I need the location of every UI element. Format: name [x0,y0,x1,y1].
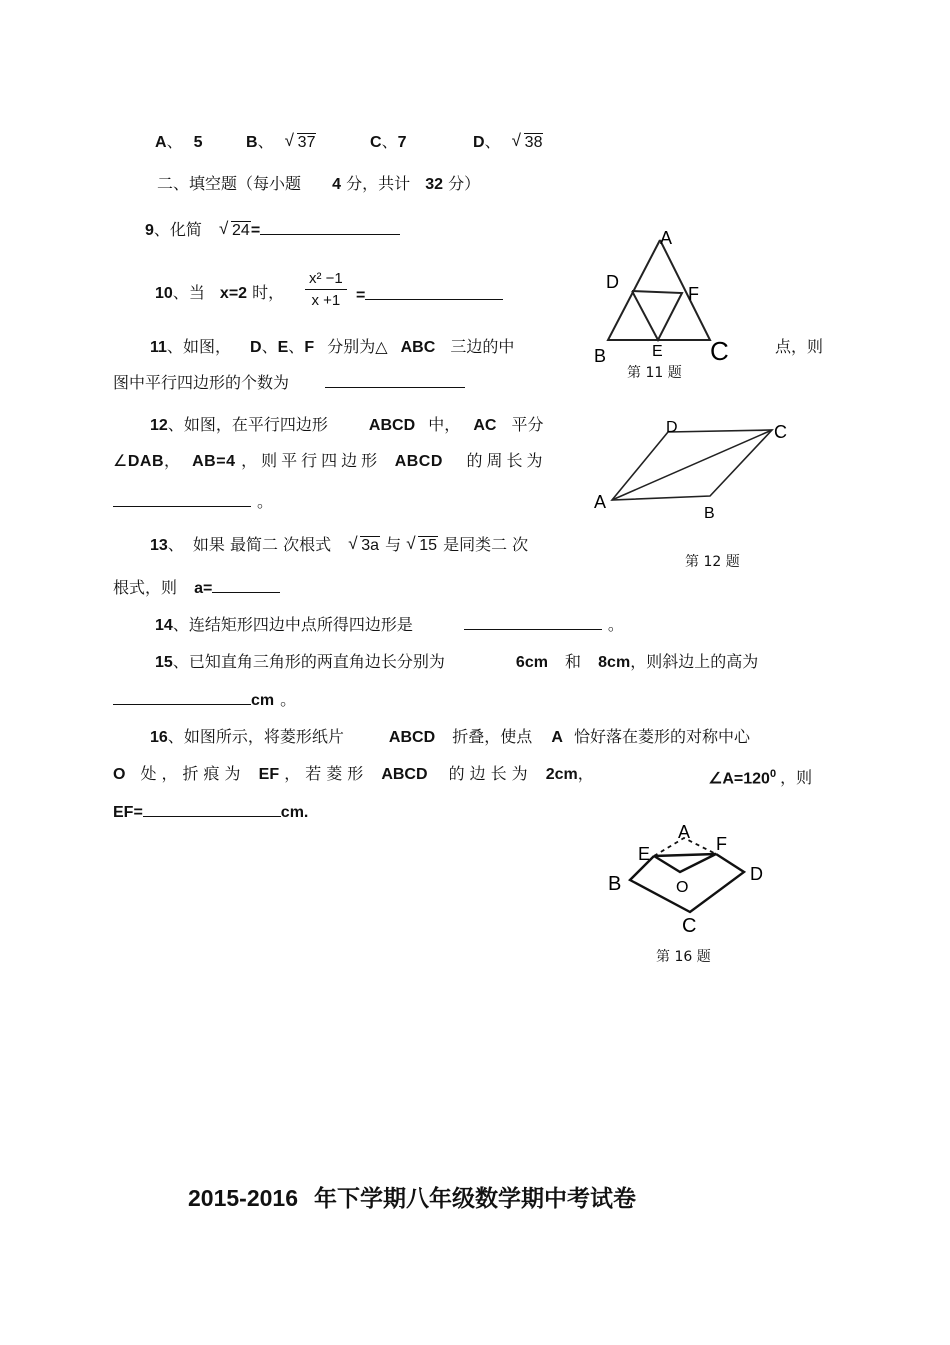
point-f: F [304,339,315,356]
exam-title [188,1180,636,1213]
dab: DAB [127,453,165,470]
label-b: B [594,346,607,366]
title-text: 年下学期八年级数学期中考试卷 [314,1186,637,1212]
sep: 、 [166,337,183,356]
radicand: 24 [232,222,250,239]
label-a: A [678,822,691,842]
q-text: 连结矩形四边中点所得四边形是 [188,615,413,634]
q8-option-b [246,132,316,153]
q-num: 13 [150,537,168,554]
label-e: E [638,844,651,864]
figure-12-lines [612,430,772,500]
q-text: ， [577,764,594,783]
q-text: 如图， [182,337,231,356]
q8-options [155,132,203,153]
title-years: 2015-2016 [188,1185,298,1211]
q13-line2 [113,578,280,599]
q8-option-c [370,132,406,153]
label-o: O [676,879,689,896]
q-text: 的边长为 [448,764,533,783]
question-11 [150,337,514,358]
radicand: 38 [524,134,543,151]
crease-line [654,854,716,856]
triangle-abc: ABC [400,339,436,356]
sep: 、 [172,615,189,634]
q-num: 15 [155,654,173,671]
denominator: x +1 [311,292,341,309]
leg-1: 6cm [515,654,548,671]
q-text: 如图所示，将菱形纸片 [183,727,344,746]
answer-blank[interactable] [212,578,280,593]
q-text: 如图，在平行四边形 [183,415,328,434]
comma: ， [164,451,181,470]
sep: 、 [166,132,183,151]
per-item-score: 4 [332,176,342,193]
q16-line3 [113,802,308,823]
q12-line2 [113,451,547,472]
question-13 [150,535,528,556]
q-text: ，若菱形 [284,764,369,783]
diagonal-ac [612,430,772,500]
option-b-label: B [246,134,258,151]
option-d-label: D [473,134,485,151]
abcd: ABCD [368,417,416,434]
sqrt-37: √ 37 [284,131,316,151]
sep: 、 [167,535,184,554]
answer-blank[interactable] [464,615,602,630]
option-c-label: C [370,134,382,151]
end-mark: 。 [257,492,274,511]
sep: 、 [381,132,398,151]
point-o: O [113,766,126,783]
q15-line2 [113,690,296,711]
section2-heading [157,174,480,195]
sqrt-38: √ 38 [511,131,543,151]
option-c-value: 7 [397,134,407,151]
angle-a: ∠A=120 [708,770,770,788]
answer-blank[interactable] [365,285,503,300]
option-a-label: A [155,134,167,151]
q10-answer [356,285,503,306]
q-text: 已知直角三角形的两直角边长分别为 [188,652,445,671]
figure-12 [588,410,818,530]
answer-blank[interactable] [325,373,465,388]
label-f: F [716,834,727,854]
q-text: 与 [385,535,402,554]
q-num: 10 [155,285,173,302]
degree: 0 [769,768,777,780]
question-15 [155,652,758,673]
unit: cm. [280,804,309,821]
q-text: 中， [428,415,461,434]
q-text: 是同类二 次 [443,535,529,554]
ac: AC [473,417,497,434]
sqrt-15: √ 15 [406,534,437,554]
label-b: B [704,505,715,522]
caption-12: 第 12 题 [685,554,740,570]
figure-11 [590,228,750,368]
label-d: D [666,419,678,436]
q16-line2 [113,764,594,785]
sep: 、 [167,415,184,434]
label-e: E [652,343,663,360]
point-e: E [277,339,289,356]
ef-equals: EF= [113,804,143,821]
question-10 [155,283,284,304]
abcd: ABCD [394,453,443,470]
abcd: ABCD [388,729,436,746]
option-a-value: 5 [193,134,203,151]
label-f: F [688,284,699,304]
q11-line2 [113,373,465,393]
sep: 、 [167,727,184,746]
q-text: ，则斜边上的高为 [630,652,759,671]
q-text: 化简 [169,220,202,239]
fraction [305,270,347,309]
label-a: A [660,228,673,248]
midpoint-triangle [632,291,682,340]
condition: x=2 [219,285,248,302]
sqrt-3a: √ 3a [348,534,379,554]
q-text: 平分 [511,415,544,434]
abcd: ABCD [381,766,428,783]
crease-ef: EF [258,766,280,783]
sep: 、 [288,337,305,356]
sep: 、 [172,652,189,671]
radicand: 37 [297,134,316,151]
caption-11: 第 11 题 [627,365,682,381]
q-text: 处，折痕为 [140,764,246,783]
q-text: 时， [252,283,285,302]
q-text: 的周长为 [466,451,547,470]
answer-blank[interactable] [113,690,251,705]
q-num: 14 [155,617,173,634]
q-text: 折叠，使点 [452,727,533,746]
label-c: C [710,336,729,366]
q-num: 11 [150,339,167,356]
q-text: 当 [188,283,205,302]
heading-pre: 二、填空题（每小题 [157,174,302,193]
equals: = [356,287,366,304]
end-mark: 。 [280,690,297,709]
sqrt-24: √ 24 [219,219,250,239]
q12-line3 [113,492,273,512]
label-c: C [682,915,697,937]
figure-16 [600,820,800,940]
answer-blank[interactable] [143,802,281,817]
q-text: 图中平行四边形的个数为 [113,373,290,392]
q16-angle [708,764,812,789]
heading-mid: 分，共计 [346,174,411,193]
leg-2: 8cm [598,654,631,671]
end-mark: 。 [607,615,624,634]
unit: cm [251,692,275,709]
radicand: 3a [361,537,379,554]
point-d: D [250,339,262,356]
sep: 、 [257,132,274,151]
answer-blank[interactable] [113,492,251,507]
question-14 [155,615,624,636]
numerator: x² −1 [305,270,347,290]
q8-option-d [473,132,543,153]
ab-length: AB=4 [192,453,236,470]
label-d: D [606,272,619,292]
q-text: 三边的中 [450,337,515,356]
side-length: 2cm [545,766,578,783]
label-c: C [774,422,787,442]
q-text: 和 [565,652,582,671]
q11-tail: 点，则 [775,337,824,356]
total-score: 32 [425,176,444,193]
question-12 [150,415,544,436]
q-num: 9 [145,222,154,239]
heading-post: 分） [448,174,481,193]
label-d: D [750,864,763,884]
q-text: 如果 最简二 次根式 [192,535,332,554]
q-text: ，则 [780,768,813,788]
answer-blank[interactable] [260,220,400,235]
label-b: B [608,873,622,895]
angle-sign: ∠ [113,451,128,470]
a-equals: a= [194,580,213,597]
q-text: 分别为△ [327,337,388,356]
sep: 、 [172,283,189,302]
q-num: 12 [150,417,168,434]
radicand: 15 [419,537,437,554]
q-text: ，则平行四边形 [241,451,382,470]
label-a: A [594,492,607,512]
sep: 、 [261,337,278,356]
point-a: A [551,729,563,746]
question-16 [150,727,750,748]
q-text: 根式，则 [113,578,178,597]
equals: = [250,222,261,239]
sep: 、 [153,220,170,239]
caption-16: 第 16 题 [656,949,711,965]
q-num: 16 [150,729,168,746]
question-9 [145,220,400,241]
q-text: 恰好落在菱形的对称中心 [574,727,751,746]
sep: 、 [484,132,501,151]
